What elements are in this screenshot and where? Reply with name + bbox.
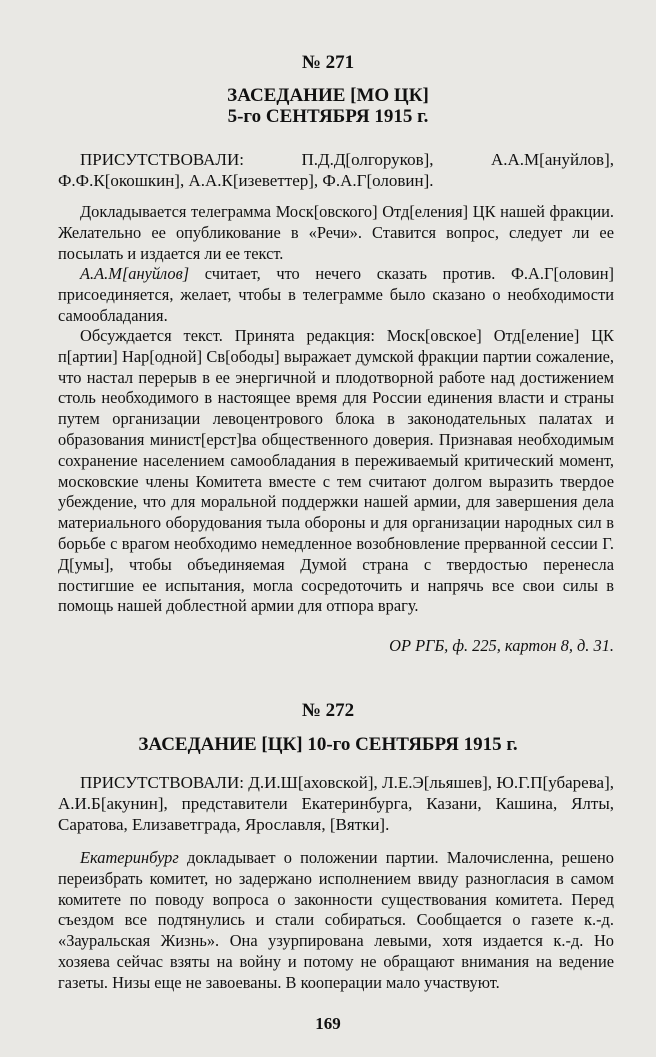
paragraph-telegram: Докладывается телеграмма Моск[овского] Отд[еления] ЦК нашей фракции. Желательно ее опубликование в «Речи». Ставится вопрос, следует ли ее посылать и издается ли ее текст. bbox=[58, 202, 614, 263]
session-title-271-line1: ЗАСЕДАНИЕ [МО ЦК] bbox=[227, 85, 429, 106]
paragraph-resolution: Обсуждается текст. Принята редакция: Моск[овское] Отд[еление] ЦК п[артии] Нар[одной] Св[ободы] выражает думской фракции партии сожаление, что настал перерыв в ее энергичной и плодотворной работе над достижением столь необходимого в настоящее время для России единения власти и страны путем организации левоцентрового блока в законодательных палатах и образования минист[ерст]ва общественного доверия. Признавая необходимым сохранение населением самообладания в переживаемый критический момент, московские члены Комитета вместе с тем считают долгом выразить твердое убеждение, что для моральной поддержки нашей армии, для завершения дела материального оборудования тыла обороны и для организации народных сил в борьбе с врагом необходимо немедленное возобновление прерванной сессии Г. Д[умы], чтобы объединяемая Думой страна с твердостью перенесла постигшие ее испытания, могла сосредоточить и напрячь все свои силы в помощь нашей доблестной армии для отпора врагу. bbox=[58, 326, 614, 616]
city-name: Екатеринбург bbox=[80, 848, 179, 867]
page-number: 169 bbox=[315, 1014, 341, 1033]
paragraph-ekaterinburg bbox=[58, 848, 614, 994]
session-title-272: ЗАСЕДАНИЕ [ЦК] 10-го СЕНТЯБРЯ 1915 г. bbox=[138, 734, 518, 755]
document-number-272: № 272 bbox=[301, 700, 355, 721]
session-title-271-line2: 5-го СЕНТЯБРЯ 1915 г. bbox=[227, 106, 429, 127]
attendees-272: ПРИСУТСТВОВАЛИ: Д.И.Ш[аховской], Л.Е.Э[льяшев], Ю.Г.П[убарева], А.И.Б[акунин], представители Екатеринбурга, Казани, Кашина, Ялты, Саратова, Елизаветграда, Ярославля, [Вятки]. bbox=[58, 773, 614, 834]
session-title-271 bbox=[0, 85, 656, 127]
paragraph-manuilov-text: считает, что нечего сказать против. Ф.А.Г[оловин] присоединяется, желает, чтобы в телеграмме было сказано о необходимости самообладания. bbox=[58, 264, 614, 325]
speaker-name: А.А.М[ануйлов] bbox=[80, 264, 190, 283]
paragraph-manuilov bbox=[58, 264, 614, 326]
document-number-271: № 271 bbox=[301, 52, 355, 73]
attendees-271: ПРИСУТСТВОВАЛИ: П.Д.Д[олгоруков], А.А.М[ануйлов], Ф.Ф.К[окошкин], А.А.К[изеветтер], Ф.А.Г[оловин]. bbox=[58, 150, 614, 190]
archive-source: ОР РГБ, ф. 225, картон 8, д. 31. bbox=[389, 636, 614, 655]
paragraph-ekaterinburg-text: докладывает о положении партии. Малочисленна, решено переизбрать комитет, но задержано исполнением ввиду разногласия в самом комитете по поводу вопроса о законности существования комитета. Перед съездом все подтянулись и стали собираться. Сообщается о газете к.-д. «Зауральская Жизнь». Она узурпирована левыми, хотя издается к.-д. Но хозяева сейчас взяты на войну и потому не обращают внимания на ведение газеты. Низы еще не завоеваны. В кооперации мало участвуют. bbox=[58, 848, 614, 992]
